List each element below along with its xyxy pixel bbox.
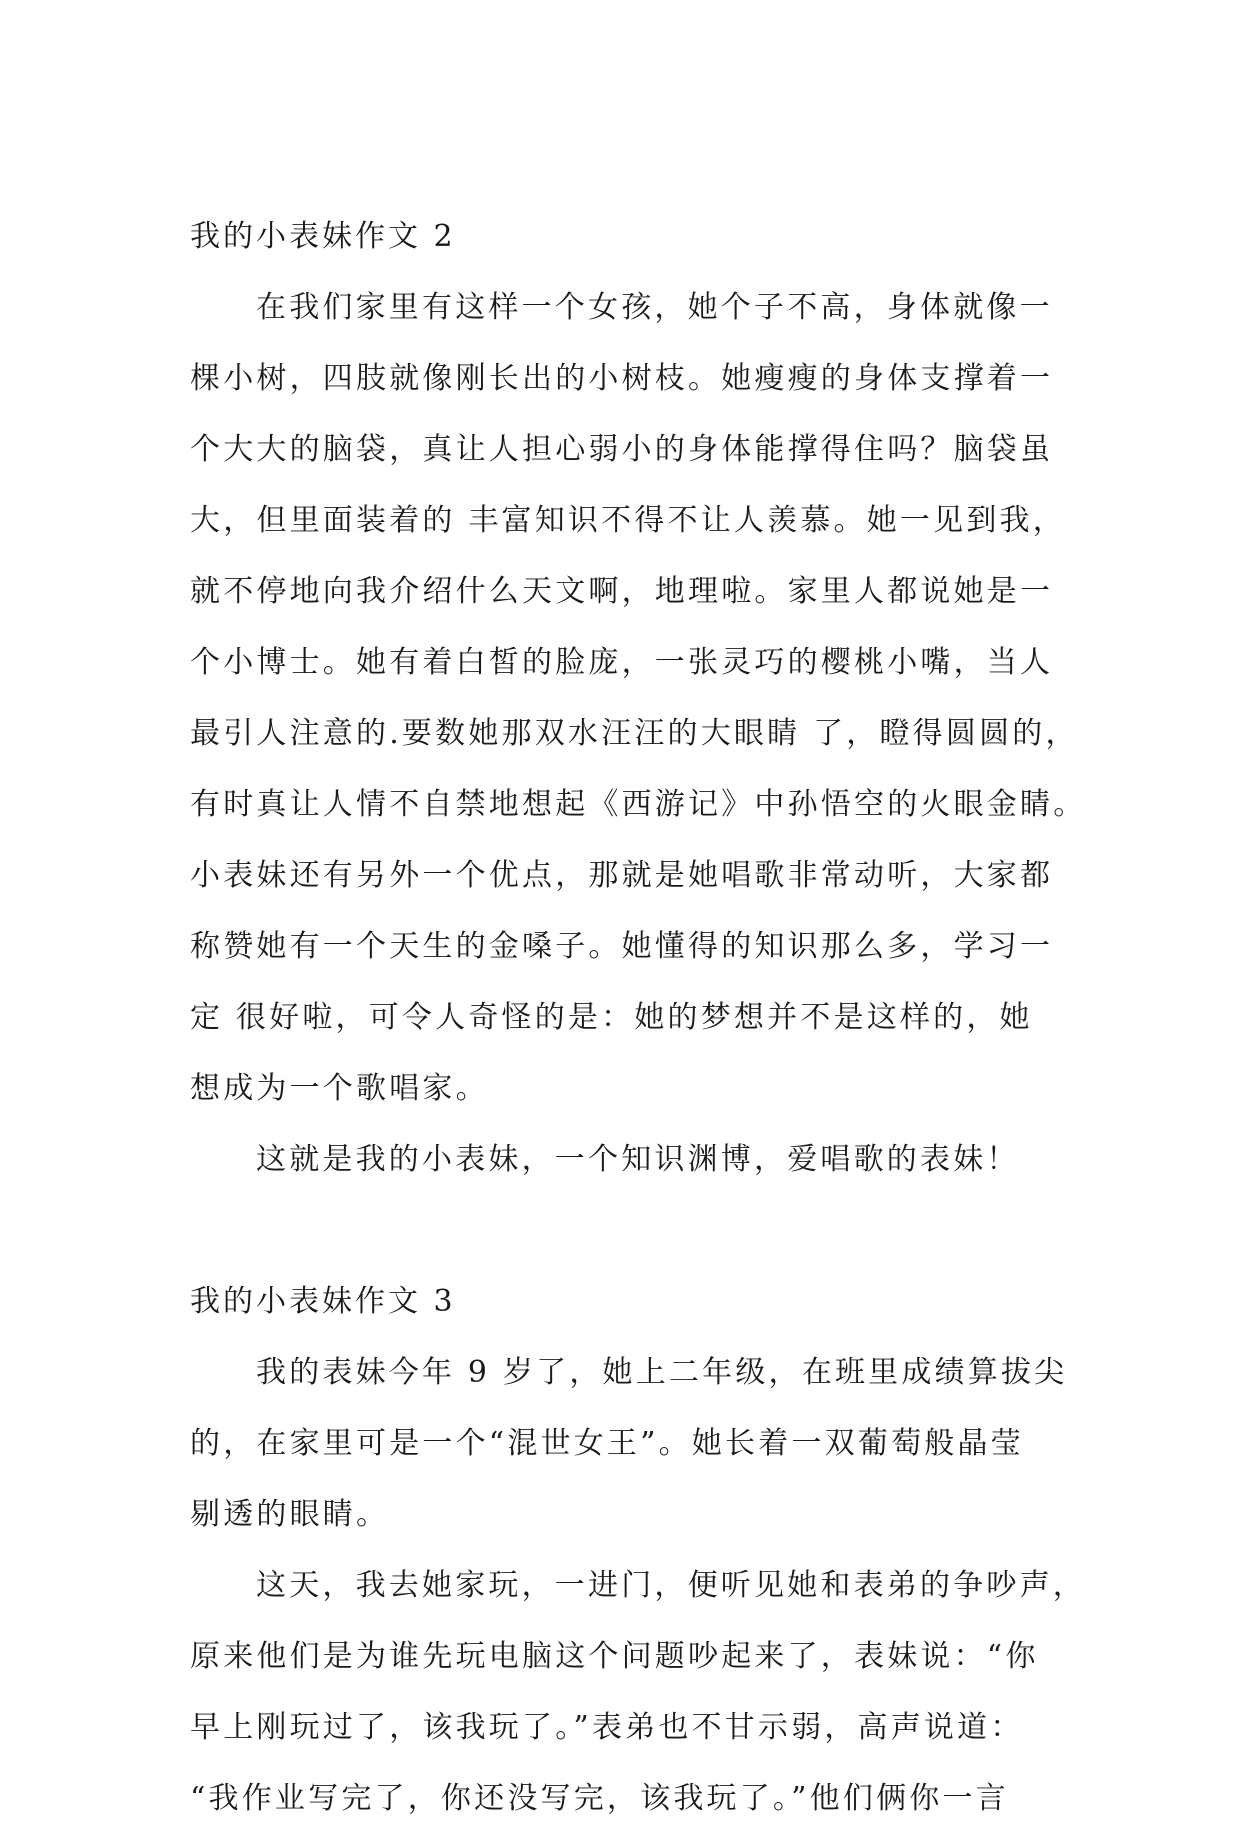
section-3-paragraph-2 — [190, 1564, 1086, 1821]
section-3-title: 我的小表妹作文 3 — [190, 1284, 456, 1319]
paragraph-line: 最引人注意的.要数她那双水汪汪的大眼睛 了，瞪得圆圆的， — [190, 716, 1079, 751]
paragraph-line: 大，但里面装着的 丰富知识不得不让人羡慕。她一见到我， — [190, 503, 1066, 538]
section-2-paragraph-2: 这就是我的小表妹，一个知识渊博，爱唱歌的表妹！ — [256, 1142, 1020, 1177]
section-2-title: 我的小表妹作文 2 — [190, 219, 456, 254]
section-2-paragraph-1 — [190, 286, 1087, 1111]
paragraph-line: 想成为一个歌唱家。 — [190, 1071, 489, 1106]
section-gap — [190, 1209, 1052, 1253]
paragraph-line: 有时真让人情不自禁地想起《西游记》中孙悟空的火眼金睛。 — [190, 787, 1087, 822]
paragraph-line: 定 很好啦，可令人奇怪的是：她的梦想并不是这样的，她 — [190, 1000, 1033, 1035]
paragraph-line: “我作业写完了，你还没写完，该我玩了。”他们俩你一言 — [190, 1781, 1009, 1816]
paragraph-line: 棵小树，四肢就像刚长出的小树枝。她瘦瘦的身体支撑着一 — [190, 361, 1054, 396]
paragraph-line: 小表妹还有另外一个优点，那就是她唱歌非常动听，大家都 — [190, 858, 1054, 893]
paragraph-line: 这天，我去她家玩，一进门，便听见她和表弟的争吵声， — [256, 1568, 1086, 1603]
paragraph-line: 早上刚玩过了，该我玩了。”表弟也不甘示弱，高声说道： — [190, 1710, 1024, 1745]
document-page — [190, 215, 1087, 1848]
paragraph-line: 称赞她有一个天生的金嗓子。她懂得的知识那么多，学习一 — [190, 929, 1054, 964]
paragraph-line: 个大大的脑袋，真让人担心弱小的身体能撑得住吗？脑袋虽 — [190, 432, 1054, 467]
paragraph-line: 就不停地向我介绍什么天文啊，地理啦。家里人都说她是一 — [190, 574, 1054, 609]
paragraph-line: 在我们家里有这样一个女孩，她个子不高，身体就像一 — [256, 290, 1053, 325]
paragraph-line: 原来他们是为谁先玩电脑这个问题吵起来了，表妹说：“你 — [190, 1639, 1039, 1674]
paragraph-line: 我的表妹今年 9 岁了，她上二年级，在班里成绩算拔尖 — [256, 1355, 1068, 1390]
paragraph-line: 的，在家里可是一个“混世女王”。她长着一双葡萄般晶莹 — [190, 1426, 1024, 1461]
section-3-paragraph-1 — [190, 1351, 1068, 1537]
paragraph-line: 个小博士。她有着白皙的脸庞，一张灵巧的樱桃小嘴，当人 — [190, 645, 1054, 680]
paragraph-line: 剔透的眼睛。 — [190, 1497, 390, 1532]
